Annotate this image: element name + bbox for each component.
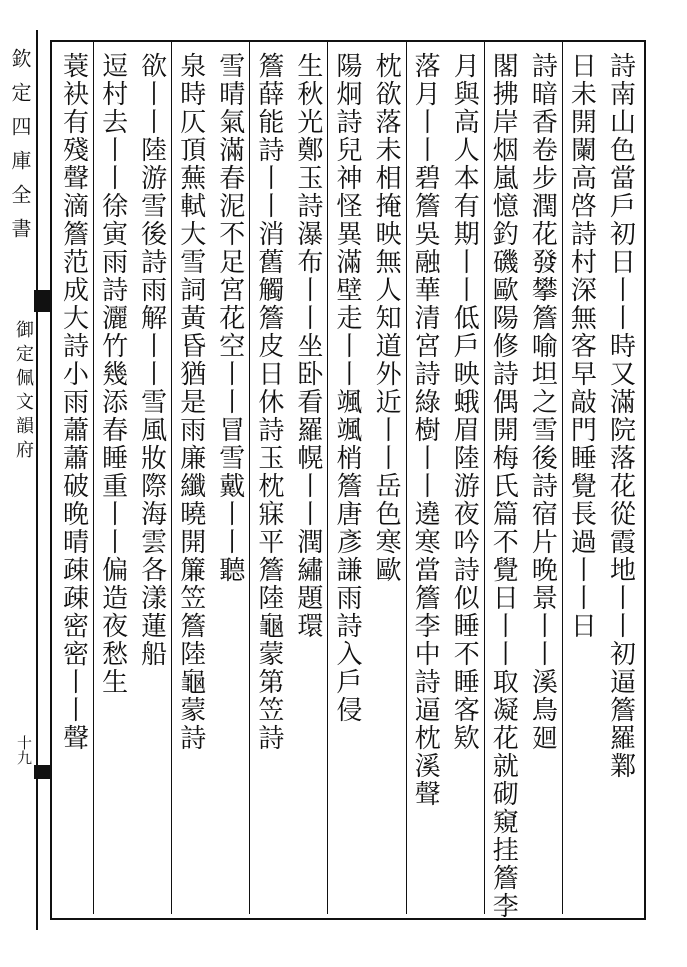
column-divider [93, 42, 94, 914]
text-column: 落月丨丨碧簷吳融華清宮詩綠樹丨丨遶寒當簷李中詩逼枕溪聲 [410, 52, 441, 808]
text-column: 雪晴氣滿春泥不足宮花空丨丨冒雪戴丨丨聽 [214, 52, 245, 584]
fishtail-mark-lower [34, 765, 52, 779]
text-column: 蓑袂有殘聲滴簷范成大詩小雨蕭蕭破晚晴疎疎密密丨丨聲 [58, 52, 89, 752]
page-number: 十九 [15, 735, 33, 765]
text-column: 日未開闌高啓詩村深無客早敲門睡覺長過丨丨日 [566, 52, 597, 640]
text-column: 生秋光鄭玉詩瀑布丨丨坐卧看羅幌丨丨潤繡題環 [292, 52, 323, 640]
margin-rule [36, 30, 38, 930]
column-divider [249, 42, 250, 914]
text-column: 簷薛能詩丨丨消舊觸簷皮日休詩玉枕寐平簷陸龜蒙第笠詩 [253, 52, 284, 752]
text-column: 詩暗香卷步潤花發攀簷喻坦之雪後詩宿片晚景丨丨溪鳥廻 [527, 52, 558, 752]
column-divider [562, 42, 563, 914]
text-column: 閣拂岸烟嵐憶釣磯歐陽修詩偶開梅氏篇不覺日丨丨取凝花就砌窺挂簷李 [488, 52, 519, 920]
column-divider [171, 42, 172, 914]
book-title-top: 欽定四庫全書 [8, 48, 32, 252]
fishtail-mark [34, 290, 52, 312]
text-column: 枕欲落未相掩映無人知道外近丨丨岳色寒歐 [371, 52, 402, 584]
column-divider [406, 42, 407, 914]
text-column: 陽炯詩兒神怪異滿壁走丨丨颯颯梢簷唐彥謙雨詩入戶侵 [332, 52, 362, 724]
text-column: 泉時仄頂蕪軾大雪詞黃昏猶是雨廉纖曉開簾笠簷陸龜蒙詩 [175, 52, 206, 752]
text-column: 詩南山色當戶初日丨丨時又滿院落花從霞地丨丨初逼簷羅鄴 [605, 52, 636, 780]
text-column: 逗村去丨丨徐寅雨詩灑竹幾添春睡重丨丨偏造夜愁生 [97, 52, 128, 696]
text-column: 月與高人本有期丨丨低戶映蛾眉陸游夜吟詩似睡不睡客欵 [449, 52, 480, 752]
text-column: 欲丨丨陸游雪後詩雨解丨丨雪風妝際海雲各漾蓮船 [136, 52, 167, 668]
column-divider [327, 42, 328, 914]
column-divider [484, 42, 485, 914]
book-title: 御定佩文韻府 [13, 320, 34, 464]
